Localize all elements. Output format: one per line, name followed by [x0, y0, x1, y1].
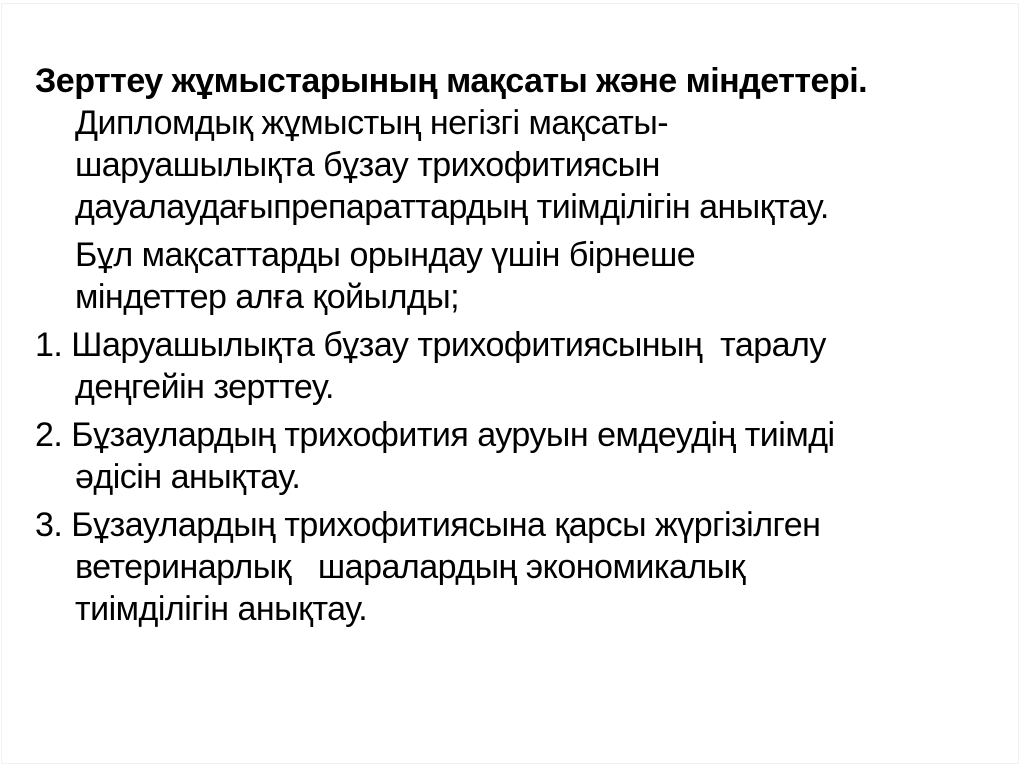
text-line: әдісін анықтау.: [75, 458, 301, 496]
text-line: ветеринарлық шаралардың экономикалық: [75, 548, 746, 586]
text-line: дауалаудағыпрепараттардың тиімділігін анықтау.: [75, 188, 829, 226]
text-line: Бұл мақсаттарды орындау үшін бірнеше: [75, 236, 696, 274]
text-line: міндеттер алға қойылды;: [75, 278, 460, 316]
slide-paragraph: [35, 414, 1015, 498]
text-line: 3. Бұзаулардың трихофитиясына қарсы жүргізілген: [35, 506, 821, 544]
text-line: деңгейін зерттеу.: [75, 368, 334, 406]
slide-paragraph: [35, 234, 1015, 318]
slide-paragraph: [35, 324, 1015, 408]
text-line: тиімділігін анықтау.: [75, 590, 368, 628]
text-line: 1. Шаруашылықта бұзау трихофитиясының таралу: [35, 326, 826, 364]
slide-paragraph: [35, 60, 1015, 228]
text-line: 2. Бұзаулардың трихофития ауруын емдеудің тиімді: [35, 416, 835, 454]
slide-title-line: Зерттеу жұмыстарының мақсаты және міндеттері.: [35, 62, 868, 100]
slide-text-block: [35, 60, 1015, 630]
text-line: Дипломдық жұмыстың негізгі мақсаты-: [75, 104, 669, 142]
text-line: шаруашылықта бұзау трихофитиясын: [75, 146, 660, 184]
slide-paragraph: [35, 504, 1015, 630]
